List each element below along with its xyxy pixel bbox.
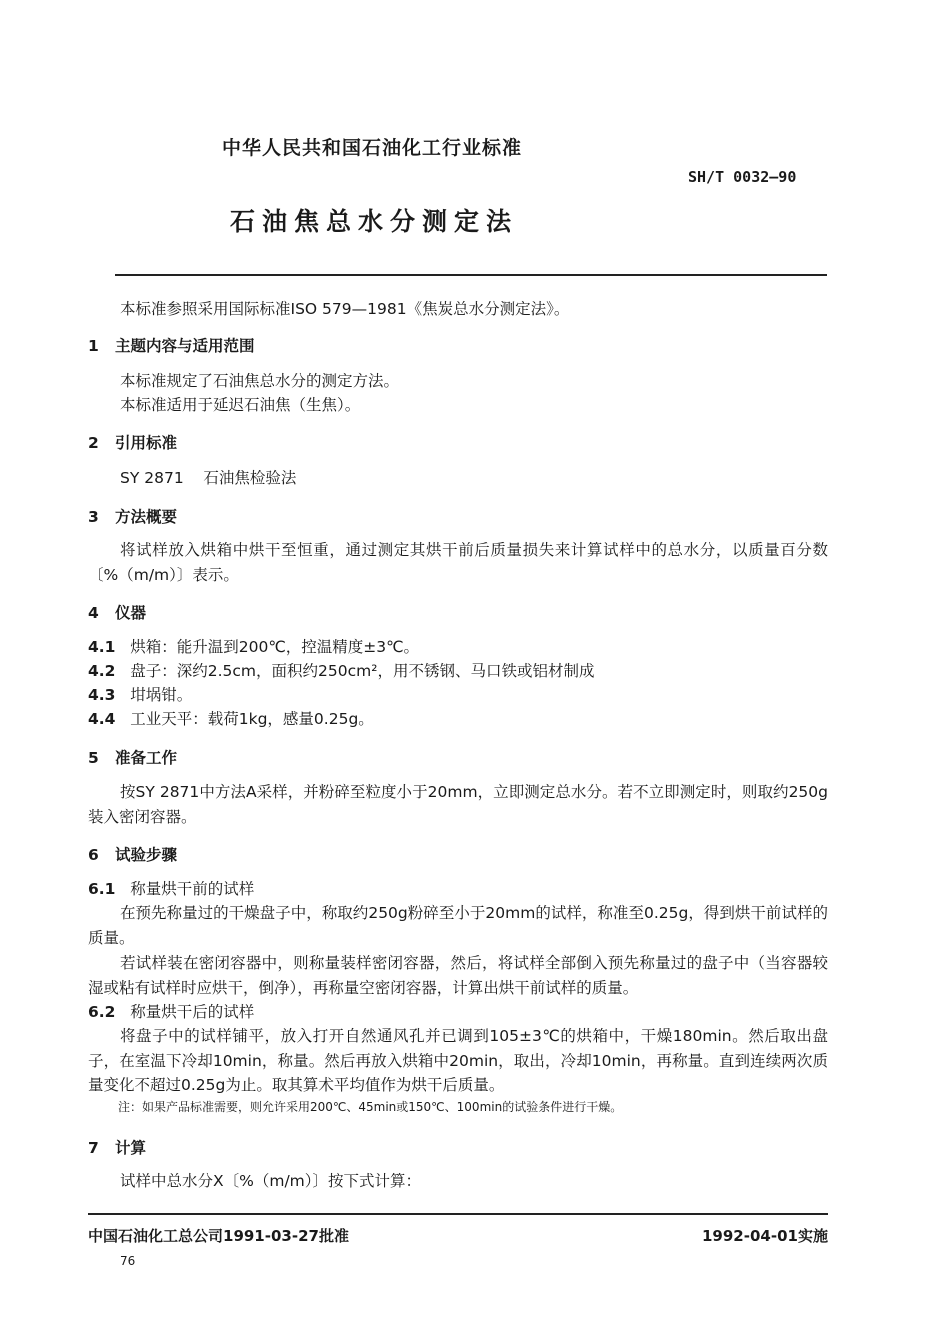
item-text: 工业天平：载荷1kg，感量0.25g。 [130, 710, 374, 728]
section-title: 准备工作 [115, 749, 178, 767]
subsection-6-2-paragraph: 将盘子中的试样铺平，放入打开自然通风孔并已调到105±3℃的烘箱中，干燥180min。然后取出盘子，在室温下冷却10min，称量。然后再放入烘箱中20min，取出，冷却10min，再称量。直到连续两次质量变化不超过0.25g为止。取其算术平均值作为烘干后质量。 [88, 1027, 828, 1094]
effective-date: 1992-04-01实施 [702, 1227, 828, 1245]
section-3-heading [88, 505, 177, 527]
industry-standard-heading: 中华人民共和国石油化工行业标准 [222, 137, 523, 159]
page-number: 76 [120, 1254, 136, 1268]
subsection-6-1-heading [88, 877, 254, 901]
section-title: 仪器 [115, 604, 147, 622]
header-divider [115, 274, 827, 276]
section-1-line-2: 本标准适用于延迟石油焦（生焦）。 [120, 396, 361, 414]
subsection-number: 6.1 [88, 880, 116, 898]
section-7-heading [88, 1136, 146, 1158]
document-title: 石油焦总水分测定法 [230, 207, 519, 236]
reference-entry [120, 466, 296, 490]
instrument-item [88, 683, 192, 707]
item-text: 坩埚钳。 [130, 686, 193, 704]
instrument-item [88, 707, 374, 731]
subsection-6-1-paragraph-1: 在预先称量过的干燥盘子中，称取约250g粉碎至小于20mm的试样，称准至0.25g，得到烘干前试样的质量。 [88, 904, 828, 947]
section-number: 5 [88, 749, 99, 767]
section-number: 2 [88, 434, 99, 452]
section-number: 4 [88, 604, 99, 622]
subsection-6-1-paragraph-2: 若试样装在密闭容器中，则称量装样密闭容器，然后，将试样全部倒入预先称量过的盘子中（当容器较湿或粘有试样时应烘干，倒净），再称量空密闭容器，计算出烘干前试样的质量。 [88, 954, 828, 997]
subsection-title: 称量烘干后的试样 [130, 1003, 255, 1021]
item-number: 4.3 [88, 686, 116, 704]
item-number: 4.2 [88, 662, 116, 680]
subsection-number: 6.2 [88, 1003, 116, 1021]
section-3-paragraph: 将试样放入烘箱中烘干至恒重，通过测定其烘干前后质量损失来计算试样中的总水分，以质量百分数〔%（m/m）〕表示。 [88, 541, 828, 584]
section-number: 3 [88, 508, 99, 526]
section-title: 计算 [115, 1139, 147, 1157]
section-number: 7 [88, 1139, 99, 1157]
section-number: 6 [88, 846, 99, 864]
footer-divider [88, 1213, 828, 1215]
reference-code: SY 2871 [120, 469, 184, 487]
subsection-title: 称量烘干前的试样 [130, 880, 255, 898]
section-title: 方法概要 [115, 508, 178, 526]
section-4-heading [88, 601, 146, 623]
item-text: 盘子：深约2.5cm，面积约250cm²，用不锈钢、马口铁或铝材制成 [130, 662, 595, 680]
approval-date: 中国石油化工总公司1991-03-27批准 [88, 1227, 349, 1245]
section-6-heading [88, 843, 177, 865]
section-title: 引用标准 [115, 434, 178, 452]
drying-note: 注：如果产品标准需要，则允许采用200℃、45min或150℃、100min的试验条件进行干燥。 [118, 1100, 623, 1114]
section-2-heading [88, 431, 177, 453]
section-title: 主题内容与适用范围 [115, 337, 255, 355]
item-text: 烘箱：能升温到200℃，控温精度±3℃。 [130, 638, 419, 656]
subsection-6-2-heading [88, 1000, 254, 1024]
instrument-item [88, 635, 419, 659]
section-number: 1 [88, 337, 99, 355]
instrument-item [88, 659, 594, 683]
section-1-heading [88, 334, 255, 356]
section-title: 试验步骤 [115, 846, 178, 864]
reference-title: 石油焦检验法 [203, 469, 297, 487]
intro-text: 本标准参照采用国际标准ISO 579—1981《焦炭总水分测定法》。 [120, 300, 570, 318]
item-number: 4.1 [88, 638, 116, 656]
calculation-intro: 试样中总水分X〔%（m/m）〕按下式计算： [120, 1172, 422, 1190]
section-5-paragraph: 按SY 2871中方法A采样，并粉碎至粒度小于20mm，立即测定总水分。若不立即测定时，则取约250g装入密闭容器。 [88, 783, 828, 826]
section-1-line-1: 本标准规定了石油焦总水分的测定方法。 [120, 372, 400, 390]
item-number: 4.4 [88, 710, 116, 728]
standard-code: SH/T 0032—90 [688, 168, 797, 186]
section-5-heading [88, 746, 177, 768]
